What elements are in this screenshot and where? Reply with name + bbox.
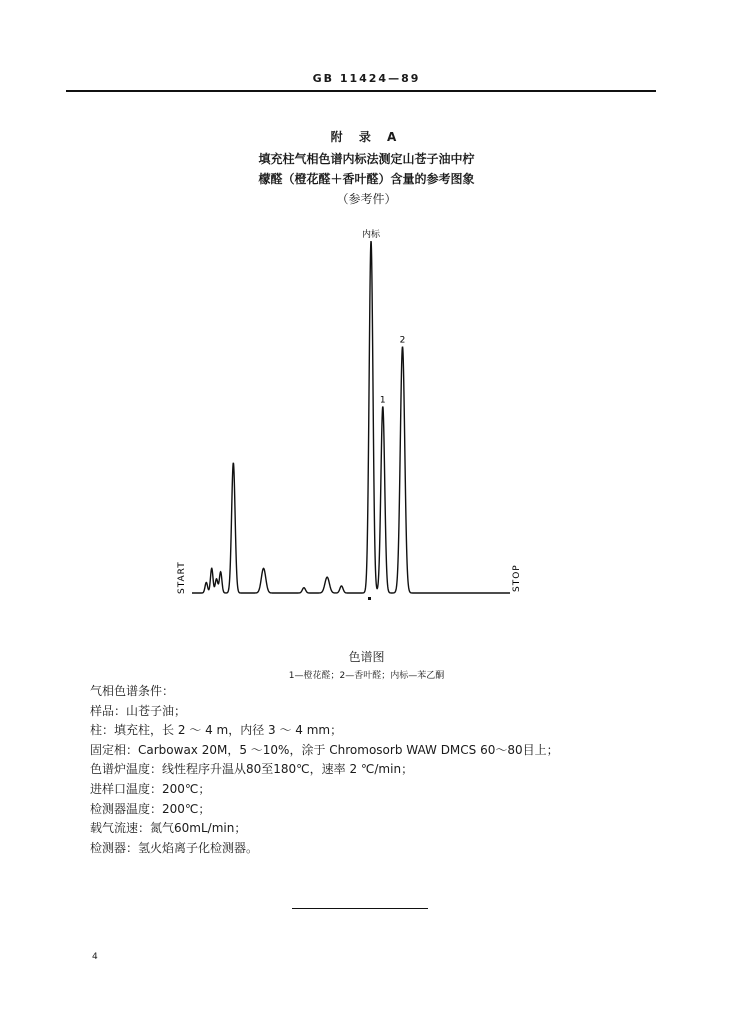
condition-carrier-gas-flow: 载气流速：氮气60mL/min； [90,821,247,836]
peak-label-10: 1 [379,395,386,406]
condition-stationary-phase: 固定相：Carbowax 20M，5 ～10%，涂于 Chromosorb WAW DMCS 60～80目上； [90,742,559,757]
condition-sample: 样品：山苍子油； [90,703,187,718]
chromatogram-chart [160,222,540,602]
injection-marker [368,597,371,600]
peak-label-9: 内标 [362,230,381,240]
standard-code: GB 11424—89 [312,72,421,85]
chart-legend: 1—橙花醛；2—香叶醛；内标—苯乙酮 [288,671,445,681]
condition-detector: 检测器：氢火焰离子化检测器。 [90,840,259,855]
chromatogram-trace [192,241,510,593]
appendix-label: 附 录 A [330,130,403,144]
condition-column: 柱：填充柱，长 2 ～ 4 m，内径 3 ～ 4 mm； [90,723,343,738]
peak-label-11: 2 [399,335,406,346]
chart-caption: 色谱图 [348,650,385,664]
stop-label: STOP [512,564,522,592]
title-note: （参考件） [336,192,397,206]
condition-oven-temperature: 色谱炉温度：线性程序升温从80至180℃，速率 2 ℃/min； [90,762,414,777]
condition-detector-temperature: 检测器温度：200℃； [90,801,211,816]
start-label: START [177,561,187,594]
condition-inlet-temperature: 进样口温度：200℃； [90,781,211,796]
header-rule [66,90,656,92]
footer-rule [292,908,428,909]
title-line-2: 檬醛（橙花醛＋香叶醛）含量的参考图象 [258,172,475,186]
gc-conditions [90,682,690,858]
page-number: 4 [92,952,98,962]
title-line-1: 填充柱气相色谱内标法测定山苍子油中柠 [258,152,475,166]
conditions-heading: 气相色谱条件： [90,684,175,698]
